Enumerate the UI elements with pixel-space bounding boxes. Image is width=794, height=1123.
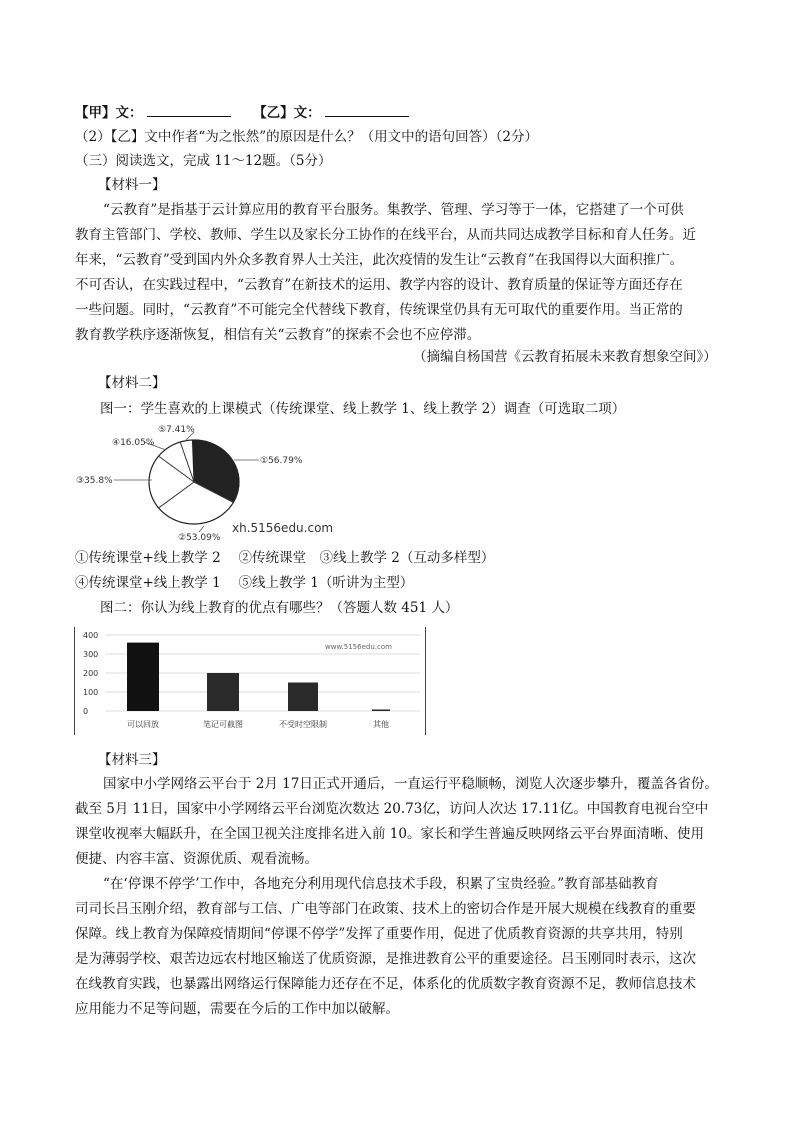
bar-y-tick: 300	[83, 650, 99, 659]
material-3-line: 便捷、内容丰富、资源优质、观看流畅。	[75, 851, 318, 867]
material-1-body	[75, 198, 723, 348]
section-3-heading: （三）阅读选文，完成 11～12题。（5分）	[75, 153, 332, 169]
material-3-line: 应用能力不足等问题，需要在今后的工作中加以破解。	[75, 1001, 399, 1017]
bar-watermark: www.5156edu.com	[325, 643, 392, 651]
material-3-line: “在‘停课不停学’工作中，各地充分利用现代信息技术手段，积累了宝贵经验。”教育部基础教育	[103, 876, 659, 892]
pie-leader-2	[199, 526, 204, 532]
material-3-line: 国家中小学网络云平台于 2月 17日正式开通后，一直运行平稳顺畅，浏览人次逐步攀升，覆盖各省份。	[103, 776, 718, 792]
bar-3	[288, 683, 318, 712]
figure-2-bar-chart	[74, 627, 426, 735]
yi-label: 【乙】文：	[253, 105, 321, 121]
pie-label-2: ②53.09%	[178, 533, 221, 543]
bar-1	[127, 643, 159, 711]
material-1-line: 教育主管部门、学校、教师、学生以及家长分工协作的在线平台，从而共同达成教学目标和育人任务。近	[75, 227, 696, 243]
bar-x-label: 可以回放	[127, 720, 159, 729]
yi-blank[interactable]	[325, 104, 409, 117]
bar-4	[372, 709, 390, 711]
material-1-line: 教育教学秩序逐渐恢复，相信有关“云教育”的探索不会也不应停滞。	[75, 327, 481, 343]
material-3-line: 保障。线上教育为保障疫情期间“停课不停学”发挥了重要作用，促进了优质教育资源的共享共用，特别	[75, 926, 683, 942]
material-3-line: 截至 5月 11日，国家中小学网络云平台浏览次数达 20.73亿，访问人次达 17.11亿。中国教育电视台空中	[75, 801, 709, 817]
jia-blank[interactable]	[147, 104, 231, 117]
material-3-line: 司司长吕玉刚介绍，教育部与工信、广电等部门在政策、技术上的密切合作是开展大规模在线教育的重要	[75, 901, 696, 917]
material-3-line: 是为薄弱学校、艰苦边远农村地区输送了优质资源，是推进教育公平的重要途径。吕玉刚同时表示，这次	[75, 951, 696, 967]
material-2-heading: 【材料二】	[98, 375, 166, 391]
material-1-heading: 【材料一】	[98, 177, 166, 193]
pie-label-1: ①56.79%	[260, 456, 303, 466]
pie-label-4: ④16.05%	[112, 438, 155, 448]
pie-label-5: ⑤7.41%	[158, 425, 195, 435]
material-3-body-b	[75, 872, 723, 1022]
bar-y-tick: 400	[83, 631, 99, 640]
material-1-source: （摘编自杨国营《云教育拓展未来教育想象空间》）	[413, 349, 717, 365]
material-1-line: 一些问题。同时，“云教育”不可能完全代替线下教育，传统课堂仍具有无可取代的重要作用。当正常的	[75, 302, 683, 318]
bar-x-labels	[127, 719, 389, 729]
jia-label: 【甲】文：	[75, 105, 143, 121]
figure-2-title: 图二：你认为线上教育的优点有哪些？（答题人数 451 人）	[100, 600, 459, 616]
pie-watermark: xh.5156edu.com	[232, 521, 334, 535]
figure-1-legend-2: ④传统课堂+线上教学 1 ⑤线上教学 1（听讲为主型）	[75, 575, 414, 591]
bar-2	[207, 673, 239, 711]
answer-blanks-row	[75, 104, 409, 122]
figure-1-pie-chart	[74, 420, 374, 544]
bar-x-label: 其他	[373, 720, 389, 729]
figure-1-title: 图一：学生喜欢的上课模式（传统课堂、线上教学 1、线上教学 2）调查（可选取二项）	[100, 401, 626, 417]
material-3-body-a	[75, 772, 723, 872]
question-2: （2）【乙】文中作者“为之怅然”的原因是什么？（用文中的语句回答）（2分）	[75, 129, 538, 145]
bar-svg	[75, 627, 425, 735]
bar-x-label: 不受时空限制	[279, 720, 327, 729]
bar-y-tick: 200	[83, 669, 99, 678]
material-1-line: 年来，“云教育”受到国内外众多教育界人士关注，此次疫情的发生让“云教育”在我国得以大面积推广。	[75, 252, 684, 268]
pie-svg	[74, 420, 374, 544]
material-3-line: 课堂收视率大幅跃升，在全国卫视关注度排名进入前 10。家长和学生普遍反映网络云平台界面清晰、使用	[75, 826, 704, 842]
bar-y-ticks	[83, 631, 98, 716]
bar-series	[127, 643, 390, 711]
bar-y-tick: 100	[83, 688, 99, 697]
bar-y-tick: 0	[83, 707, 89, 716]
material-3-heading: 【材料三】	[98, 752, 166, 768]
material-1-line: “云教育”是指基于云计算应用的教育平台服务。集教学、管理、学习等于一体，它搭建了一个可供	[103, 202, 684, 218]
pie-label-3: ③35.8%	[76, 476, 113, 486]
material-1-line: 不可否认，在实践过程中，“云教育”在新技术的运用、教学内容的设计、教育质量的保证等方面还存在	[75, 277, 683, 293]
figure-1-legend-1: ①传统课堂+线上教学 2 ②传统课堂 ③线上教学 2（互动多样型）	[75, 550, 495, 566]
material-3-line: 在线教育实践，也暴露出网络运行保障能力还存在不足，体系化的优质数字教育资源不足，教师信息技术	[75, 976, 696, 992]
bar-x-label: 笔记可截图	[203, 720, 243, 729]
